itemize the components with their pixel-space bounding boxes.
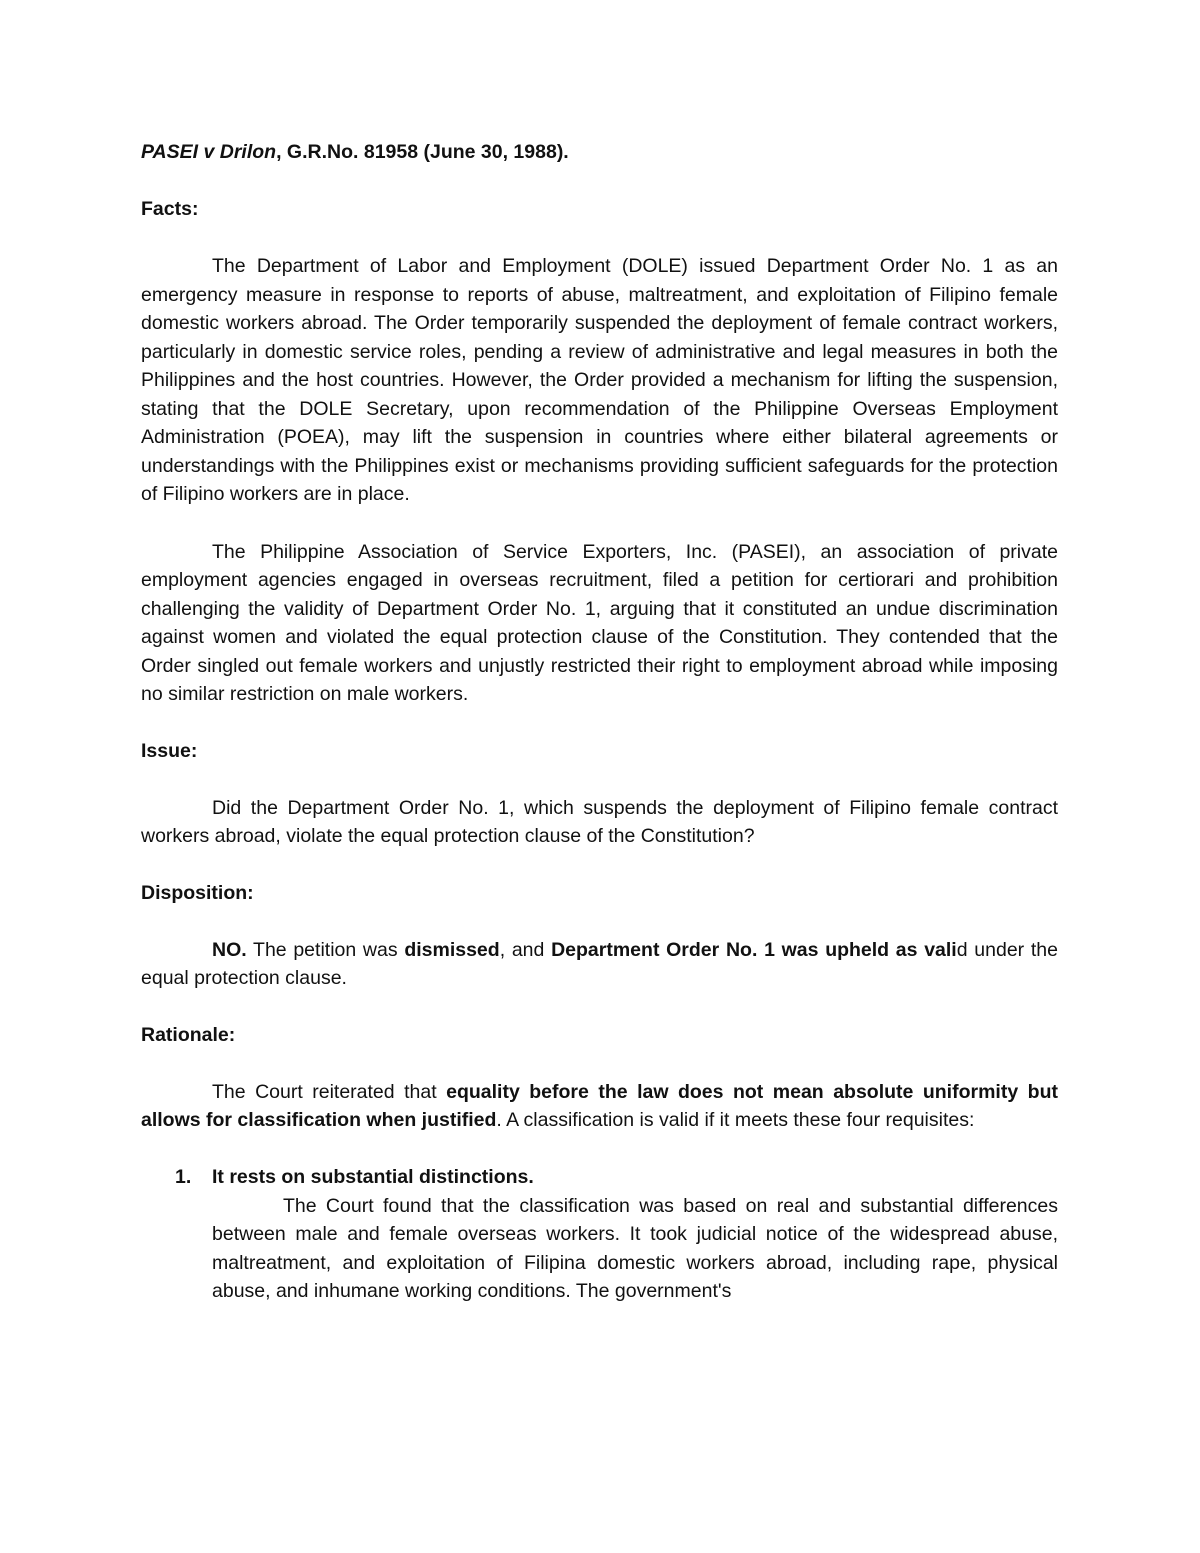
facts-heading: Facts: [141,198,199,220]
case-citation: , G.R.No. 81958 (June 30, 1988). [276,141,569,163]
rationale-bold: equality before the law does not mean absolute uniformity but allows for classification when justified [141,1080,1058,1131]
requisites-list [141,1163,1058,1306]
disposition-no: NO. [212,938,247,961]
facts-paragraph-2: The Philippine Association of Service Exporters, Inc. (PASEI), an association of private employment agencies engaged in overseas recruitment, filed a petition for certiorari and prohibition challenging the validity of Department Order No. 1, arguing that it constituted an undue discrimination against women and violated the equal protection clause of the Constitution. They contended that the Order singled out female workers and unjustly restricted their right to employment abroad while imposing no similar restriction on male workers. [141,540,1058,705]
facts-paragraph-1: The Department of Labor and Employment (DOLE) issued Department Order No. 1 as an emergency measure in response to reports of abuse, maltreatment, and exploitation of Filipino female domestic workers abroad. The Order temporarily suspended the deployment of female contract workers, particularly in domestic service roles, pending a review of administrative and legal measures in both the Philippines and the host countries. However, the Order provided a mechanism for lifting the suspension, stating that the DOLE Secretary, upon recommendation of the Philippine Overseas Employment Administration (POEA), may lift the suspension in countries where either bilateral agreements or understandings with the Philippines exist or mechanisms providing sufficient safeguards for the protection of Filipino workers are in place. [141,255,1058,505]
case-name: PASEI v Drilon [141,141,277,163]
disposition-paragraph [141,936,1058,993]
list-item-number: 1. [175,1165,192,1188]
issue-paragraph: Did the Department Order No. 1, which suspends the deployment of Filipino female contract workers abroad, violate the equal protection clause of the Constitution? [141,796,1058,847]
case-title [141,138,1058,167]
rationale-paragraph [141,1078,1058,1135]
rationale-text-1: The Court reiterated that [212,1080,447,1103]
issue-heading: Issue: [141,739,198,762]
disposition-heading: Disposition: [141,881,254,904]
rationale-heading: Rationale: [141,1023,236,1046]
disposition-upheld: Department Order No. 1 was upheld as vali [551,938,957,961]
list-item-text: The Court found that the classification was based on real and substantial differences between male and female overseas workers. It took judicial notice of the widespread abuse, maltreatment, and exploitation of Filipina domestic workers abroad, including rape, physical abuse, and inhumane working conditions. The government's [212,1194,1058,1302]
rationale-text-2: . A classification is valid if it meets these four requisites: [496,1109,975,1131]
document-body [141,138,1058,1306]
disposition-dismissed: dismissed [404,938,500,961]
disposition-text-3: d under the equal protection clause. [141,938,1058,989]
list-item [141,1163,1058,1306]
disposition-text-2: , and [499,938,552,961]
disposition-text-1: The petition was [246,938,405,961]
list-item-title: It rests on substantial distinctions. [212,1165,534,1188]
